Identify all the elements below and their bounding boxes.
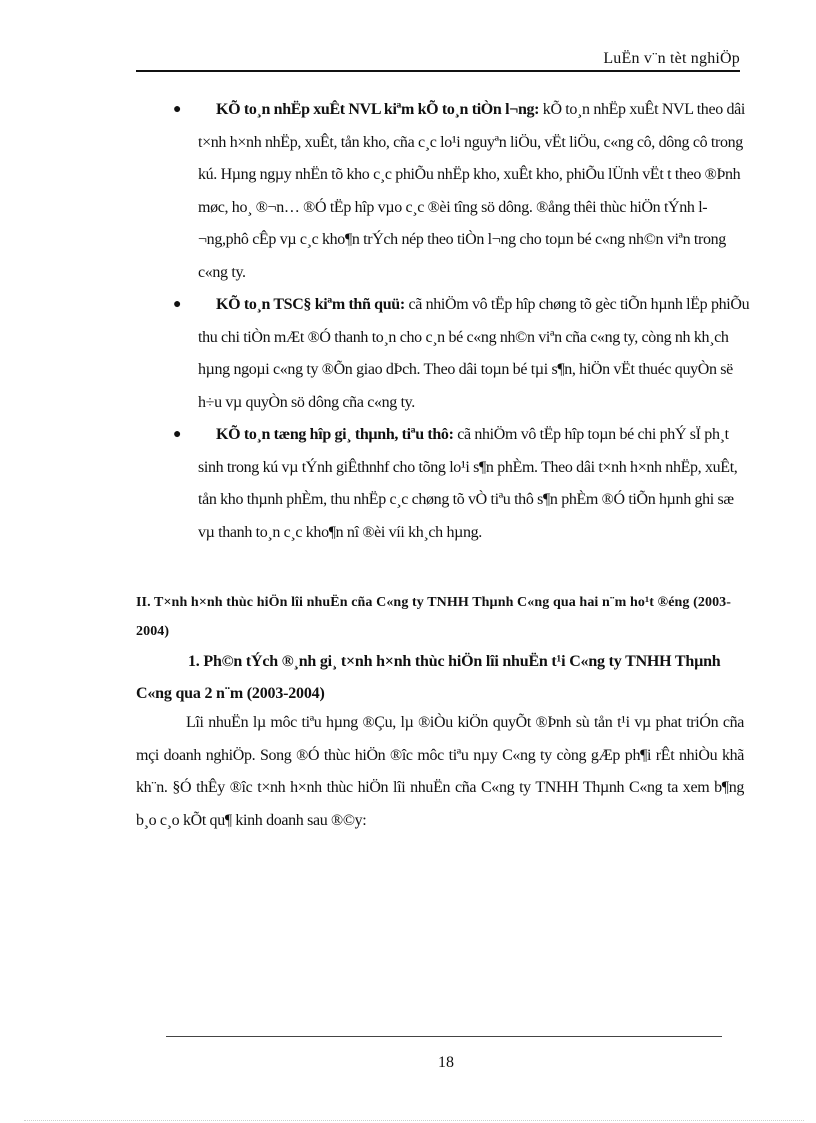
bullet-marker-icon: ● <box>173 102 182 117</box>
subsection-heading: 1. Ph©n tÝch ®¸nh gi¸ t×nh h×nh thùc hiÖn lîi nhuËn t¹i C«ng ty TNHH Thµnh C«ng qua 2 n¨m (2003-2004) <box>136 653 721 702</box>
page-number: 18 <box>438 1054 454 1071</box>
bullet-body: kÕ to¸n nhËp xuÊt NVL theo dâi t×nh h×nh nhËp, xuÊt, tån kho, cña c¸c lo¹i nguyªn liÖu, vËt liÖu, c«ng cô, dông cô trong kú. Hµng ngµy nhËn tõ kho c¸c phiÕu nhËp kho, xuÊt kho, phiÕu lÜnh vËt t theo ®Þnh møc, ho¸ ®¬n… ®Ó tËp hîp vµo c¸c ®èi tîng sö dông. ®ång thêi thùc hiÖn tÝnh l¬ng,phô cÊp vµ c¸c kho¶n trÝch nép theo tiÒn l¬ng cho toµn bé c«ng nh©n viªn trong c«ng ty. <box>198 101 746 281</box>
bullet-marker-icon: ● <box>173 427 182 442</box>
page-edge-divider <box>24 1120 804 1121</box>
duties-bullet-list <box>0 94 816 549</box>
running-header: LuËn v¨n tèt nghiÖp <box>603 50 740 67</box>
bullet-item <box>0 419 816 549</box>
bullet-body: cã nhiÖm vô tËp hîp toµn bé chi phÝ sÏ ph¸t sinh trong kú vµ tÝnh giÊthnhf cho tõng lo¹i s¶n phÈm. Theo dâi t×nh h×nh nhËp, xuÊt, tån kho thµnh phÈm, thu nhËp c¸c chøng tõ vÒ tiªu thô s¶n phÈm ®Ó tiÕn hµnh ghi sæ vµ thanh to¸n c¸c kho¶n nî ®èi víi kh¸ch hµng. <box>198 426 738 541</box>
footer-rule <box>166 1036 722 1037</box>
section-heading: II. T×nh h×nh thùc hiÖn lîi nhuËn cña C«ng ty TNHH Thµnh C«ng qua hai n¨m ho¹t ®éng (2003-2004) <box>136 595 732 639</box>
bullet-lead: KÕ to¸n tæng hîp gi¸ thµnh, tiªu thô: <box>216 426 454 443</box>
header-rule <box>136 70 740 72</box>
bullet-body: cã nhiÖm vô tËp hîp chøng tõ gèc tiÕn hµnh lËp phiÕu thu chi tiÒn mÆt ®Ó thanh to¸n cho c¸n bé c«ng nh©n viªn cña c«ng ty, còng nh kh¸ch hµng ngoµi c«ng ty ®Õn giao dÞch. Theo dâi toµn bé tµi s¶n, hiÖn vËt thuéc quyÒn së h÷u vµ quyÒn sö dông cña c«ng ty. <box>198 296 750 411</box>
bullet-lead: KÕ to¸n TSC§ kiªm thñ quü: <box>216 296 405 313</box>
bullet-item <box>0 289 816 419</box>
bullet-item <box>0 94 816 289</box>
body-paragraph: Lîi nhuËn lµ môc tiªu hµng ®Çu, lµ ®iÒu kiÖn quyÕt ®Þnh sù tån t¹i vµ phat triÓn cña mçi doanh nghiÖp. Song ®Ó thùc hiÖn ®îc môc tiªu nµy C«ng ty còng gÆp ph¶i rÊt nhiÒu khã kh¨n. §Ó thÊy ®îc t×nh h×nh thùc hiÖn lîi nhuËn cña C«ng ty TNHH Thµnh C«ng ta xem b¶ng b¸o c¸o kÕt qu¶ kinh doanh sau ®©y: <box>136 714 744 829</box>
bullet-lead: KÕ to¸n nhËp xuÊt NVL kiªm kÕ to¸n tiÒn l¬ng: <box>216 101 540 118</box>
bullet-marker-icon: ● <box>173 297 182 312</box>
